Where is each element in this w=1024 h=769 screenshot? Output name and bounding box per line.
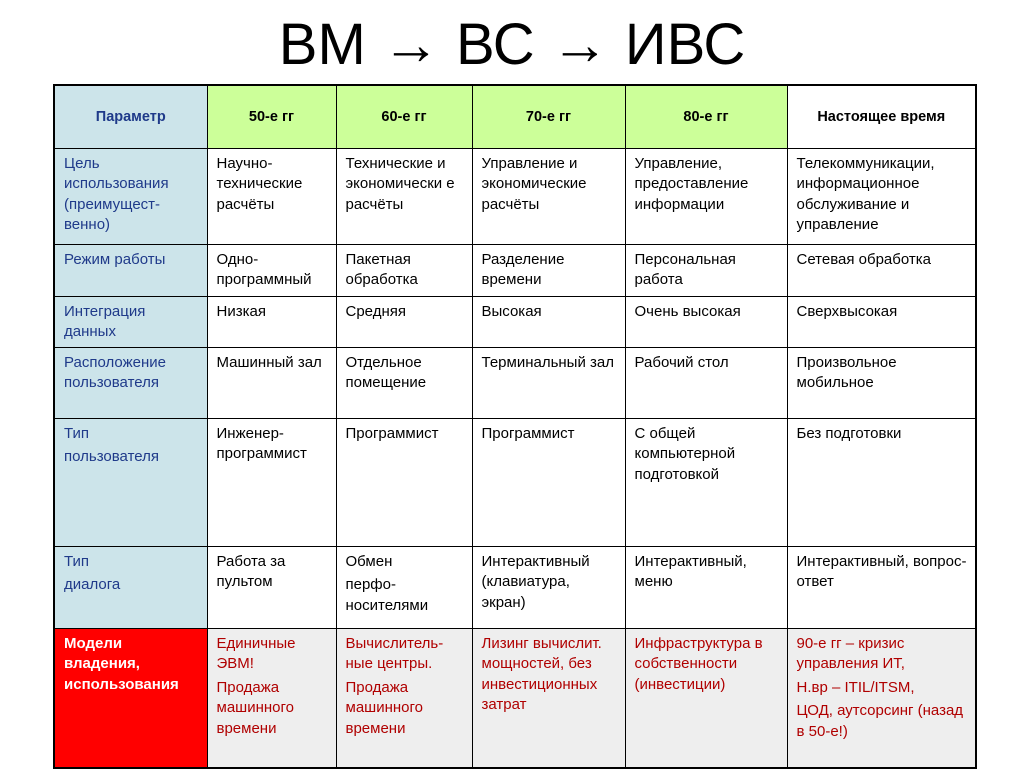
value-cell: [625, 347, 787, 418]
parameter-cell: [54, 244, 207, 296]
header-cell-parameter: Параметр: [54, 85, 207, 148]
value-cell: [625, 296, 787, 347]
cell-text: Машинный зал: [216, 353, 322, 371]
value-cell: [787, 244, 976, 296]
cell-text: Обмен: [345, 552, 393, 570]
value-cell: [207, 418, 336, 546]
cell-text: Произвольное мобильное: [796, 353, 897, 391]
value-cell: [625, 546, 787, 628]
value-cell: [472, 296, 625, 347]
cell-text: Телекоммуникации, информационное обслуживание и управление: [796, 154, 935, 233]
cell-text: Сетевая обработка: [796, 250, 931, 268]
value-cell: [336, 148, 472, 244]
cell-text: Продажа машинного времени: [216, 678, 294, 737]
cell-text: Научно-технические расчёты: [216, 154, 303, 213]
parameter-cell: [54, 418, 207, 546]
cell-text: Лизинг вычислит. мощностей, без инвестиционных затрат: [481, 634, 602, 713]
value-cell: [472, 546, 625, 628]
cell-text: Вычислитель-ные центры.: [345, 634, 444, 672]
value-cell: [625, 244, 787, 296]
table-row: [54, 244, 976, 296]
value-cell: [207, 244, 336, 296]
cell-text: Низкая: [216, 302, 266, 320]
value-cell: [472, 418, 625, 546]
parameter-text: Тип: [64, 552, 90, 570]
value-cell: [787, 546, 976, 628]
parameter-cell: [54, 546, 207, 628]
cell-text: Интерактивный (клавиатура, экран): [481, 552, 590, 611]
value-cell: [336, 546, 472, 628]
table-row: [54, 148, 976, 244]
cell-text: Разделение времени: [481, 250, 565, 288]
table-row: [54, 347, 976, 418]
cell-text: Высокая: [481, 302, 542, 320]
cell-text: Сверхвысокая: [796, 302, 898, 320]
cell-text: Н.вр – ITIL/ITSM,: [796, 678, 915, 696]
cell-text: перфо-носителями: [345, 576, 429, 614]
cell-text: Терминальный зал: [481, 353, 614, 371]
value-cell: [336, 244, 472, 296]
parameter-text: пользователя: [64, 448, 159, 465]
value-cell: [207, 546, 336, 628]
value-cell: [472, 628, 625, 768]
parameter-text: Тип: [64, 424, 90, 442]
parameter-text: Интеграция данных: [64, 302, 146, 340]
header-row: [54, 85, 976, 148]
table-row: [54, 418, 976, 546]
value-cell: [472, 244, 625, 296]
cell-text: Одно-программный: [216, 250, 312, 288]
header-cell-60s: 60-е гг: [336, 85, 472, 148]
cell-text: Персональная работа: [634, 250, 736, 288]
cell-text: Отдельное помещение: [345, 353, 427, 391]
parameter-cell: [54, 628, 207, 768]
parameter-text: Модели владения, использования: [64, 634, 179, 693]
parameter-text: диалога: [64, 576, 121, 593]
cell-text: Управление и экономические расчёты: [481, 154, 587, 213]
table-row: [54, 628, 976, 768]
cell-text: Единичные ЭВМ!: [216, 634, 296, 672]
parameter-text: Цель использования (преимущест-венно): [64, 154, 169, 233]
header-cell-70s: 70-е гг: [472, 85, 625, 148]
value-cell: [336, 296, 472, 347]
value-cell: [207, 148, 336, 244]
value-cell: [787, 148, 976, 244]
slide-title: ВМ → ВС → ИВС: [278, 12, 746, 77]
header-cell-80s: 80-е гг: [625, 85, 787, 148]
parameter-cell: [54, 296, 207, 347]
parameter-text: Расположение пользователя: [64, 353, 166, 391]
cell-text: Интерактивный, вопрос-ответ: [796, 552, 967, 590]
cell-text: Инженер-программист: [216, 424, 307, 462]
value-cell: [787, 347, 976, 418]
header-cell-present: Настоящее время: [787, 85, 976, 148]
cell-text: Управление, предоставление информации: [634, 154, 749, 213]
cell-text: Программист: [481, 424, 575, 442]
parameter-cell: [54, 347, 207, 418]
cell-text: Работа за пультом: [216, 552, 286, 590]
value-cell: [207, 628, 336, 768]
cell-text: Интерактивный, меню: [634, 552, 747, 590]
value-cell: [207, 347, 336, 418]
value-cell: [787, 418, 976, 546]
cell-text: Программист: [345, 424, 439, 442]
value-cell: [625, 148, 787, 244]
value-cell: [472, 148, 625, 244]
value-cell: [336, 628, 472, 768]
cell-text: Продажа машинного времени: [345, 678, 423, 737]
comparison-table: [53, 84, 977, 769]
value-cell: [787, 628, 976, 768]
value-cell: [207, 296, 336, 347]
cell-text: ЦОД, аутсорсинг (назад в 50-е!): [796, 702, 964, 740]
cell-text: С общей компьютерной подготовкой: [634, 424, 736, 483]
table-row: [54, 296, 976, 347]
cell-text: 90-е гг – кризис управления ИТ,: [796, 634, 905, 672]
table-row: [54, 546, 976, 628]
header-cell-50s: 50-е гг: [207, 85, 336, 148]
parameter-cell: [54, 148, 207, 244]
cell-text: Рабочий стол: [634, 353, 729, 371]
value-cell: [787, 296, 976, 347]
cell-text: Без подготовки: [796, 424, 902, 442]
value-cell: [472, 347, 625, 418]
cell-text: Пакетная обработка: [345, 250, 418, 288]
parameter-text: Режим работы: [64, 250, 166, 268]
cell-text: Технические и экономически е расчёты: [345, 154, 455, 213]
cell-text: Средняя: [345, 302, 406, 320]
cell-text: Очень высокая: [634, 302, 741, 320]
value-cell: [625, 418, 787, 546]
cell-text: Инфраструктура в собственности (инвестиции): [634, 634, 763, 693]
value-cell: [336, 347, 472, 418]
value-cell: [625, 628, 787, 768]
value-cell: [336, 418, 472, 546]
